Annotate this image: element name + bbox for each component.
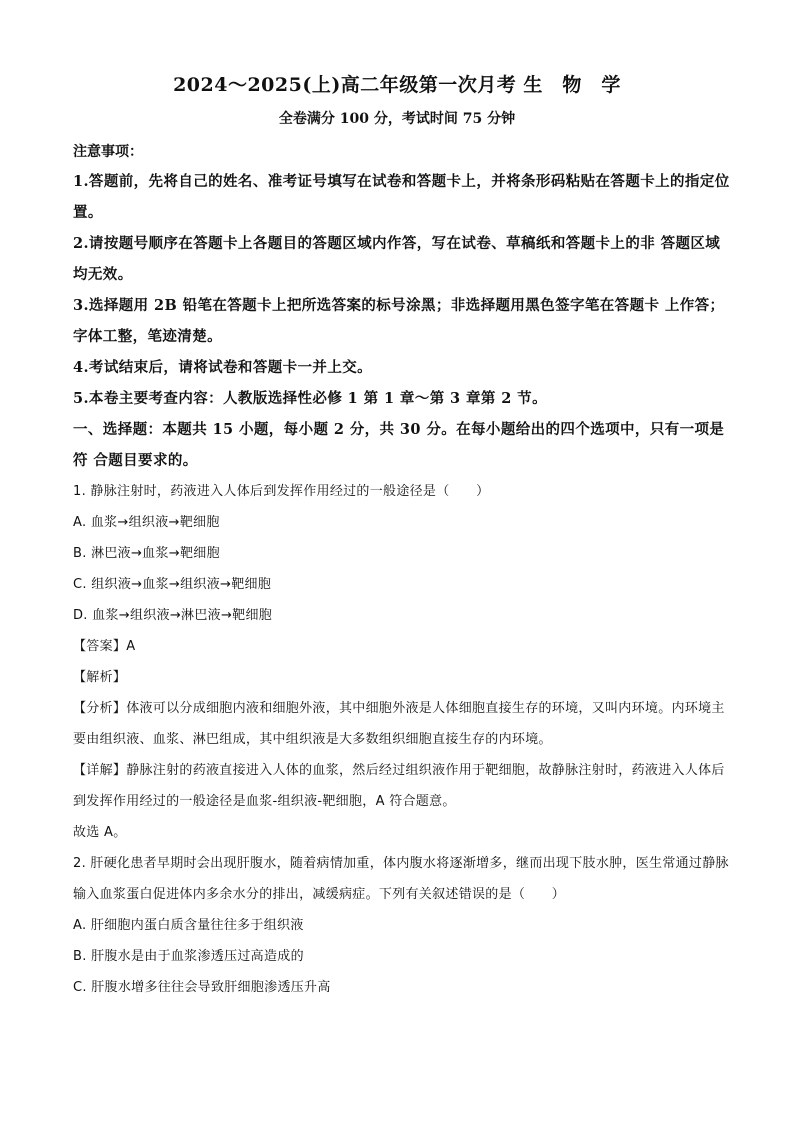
question-2-option-a: A. 肝细胞内蛋白质含量往往多于组织液 <box>73 918 304 933</box>
fenxi-text: 体液可以分成细胞内液和细胞外液，其中细胞外液是人体细胞直接生存的环境，又叫内环境。内环境主要由组织液、血浆、淋巴组成，其中组织液是大多数组织细胞直接生存的内环境。 <box>73 701 725 747</box>
question-2-option-b: B. 肝腹水是由于血浆渗透压过高造成的 <box>73 949 304 964</box>
answer-value: A <box>126 639 136 654</box>
notice-item-3: 3.选择题用 2B 铅笔在答题卡上把所选答案的标号涂黑；非选择题用黑色签字笔在答题卡 上作答；字体工整，笔迹清楚。 <box>73 297 725 345</box>
exam-title: 2024～2025(上)高二年级第一次月考 生 物 学 <box>173 74 621 96</box>
question-1-xiangjie <box>73 755 733 817</box>
question-2-stem: 2. 肝硬化患者早期时会出现肝腹水，随着病情加重，体内腹水将逐渐增多，继而出现下肢水肿，医生常通过静脉输入血浆蛋白促进体内多余水分的排出，减缓病症。下列有关叙述错误的是（ ） <box>73 856 729 902</box>
question-1-option-c: C. 组织液→血浆→组织液→靶细胞 <box>73 577 272 592</box>
notice-item-2: 2.请按题号顺序在答题卡上各题目的答题区域内作答，写在试卷、草稿纸和答题卡上的非 答题区域均无效。 <box>73 235 721 283</box>
question-1-option-d: D. 血浆→组织液→淋巴液→靶细胞 <box>73 608 273 623</box>
answer-tag: 【答案】 <box>73 639 127 654</box>
question-1-answer <box>73 631 733 662</box>
notice-item-1: 1.答题前，先将自己的姓名、准考证号填写在试卷和答题卡上，并将条形码粘贴在答题卡上的指定位置。 <box>73 173 730 221</box>
xiangjie-text: 静脉注射的药液直接进入人体的血浆，然后经过组织液作用于靶细胞，故静脉注射时，药液进入人体后到发挥作用经过的一般途径是血浆-组织液-靶细胞，A 符合题意。 <box>73 763 725 809</box>
notice-heading: 注意事项： <box>73 144 143 160</box>
question-2-option-c: C. 肝腹水增多往往会导致肝细胞渗透压升高 <box>73 980 331 995</box>
question-1-option-b: B. 淋巴液→血浆→靶细胞 <box>73 546 220 561</box>
question-1-conclusion: 故选 A。 <box>73 825 127 840</box>
notice-item-4: 4.考试结束后，请将试卷和答题卡一并上交。 <box>73 359 373 376</box>
question-1-analysis-tag: 【解析】 <box>73 670 127 685</box>
exam-content <box>73 138 733 1003</box>
notice-item-5: 5.本卷主要考查内容：人教版选择性必修 1 第 1 章～第 3 章第 2 节。 <box>73 390 547 407</box>
question-1-fenxi <box>73 693 733 755</box>
exam-subtitle: 全卷满分 100 分，考试时间 75 分钟 <box>278 111 516 127</box>
section-heading: 一、选择题：本题共 15 小题，每小题 2 分，共 30 分。在每小题给出的四个选项中，只有一项是符 合题目要求的。 <box>73 421 725 469</box>
question-1-option-a: A. 血浆→组织液→靶细胞 <box>73 515 220 530</box>
fenxi-tag: 【分析】 <box>73 701 127 716</box>
xiangjie-tag: 【详解】 <box>73 763 127 778</box>
question-1-stem: 1. 静脉注射时，药液进入人体后到发挥作用经过的一般途径是（ ） <box>73 484 490 499</box>
